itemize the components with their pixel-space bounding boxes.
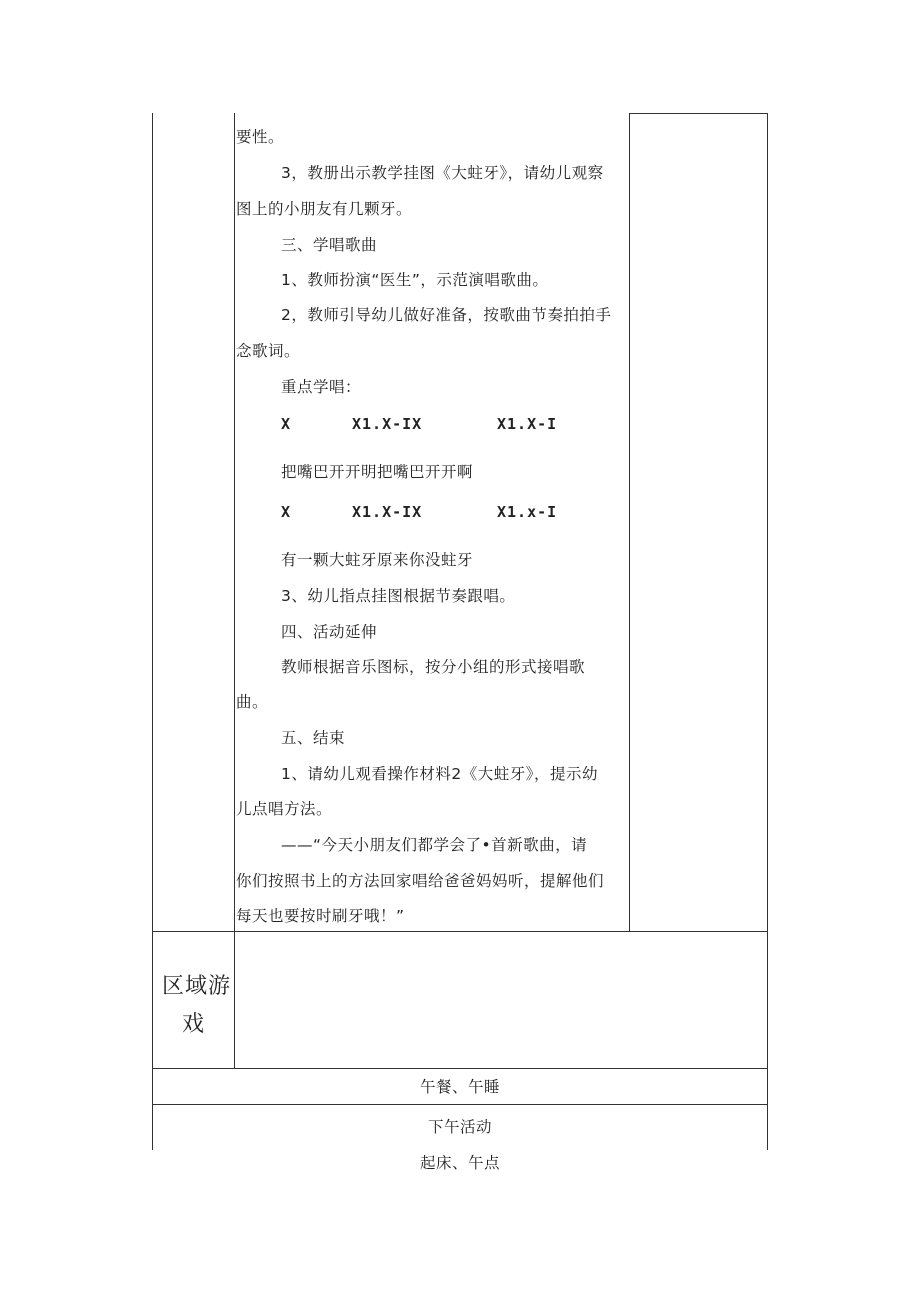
row-divider-afternoon <box>152 1104 768 1105</box>
section4-line1: 教师根据音乐图标，按分小组的形式接唱歌 <box>281 658 586 676</box>
rhythm2-note2: X1.X-IX <box>352 503 423 521</box>
section5-item1-line1: 1、请幼儿观看操作材料2《大蛀牙》，提示幼 <box>281 765 598 783</box>
section3-item2-line1: 2，教师引导幼儿做好准备，按歌曲节奏拍拍手 <box>281 306 612 324</box>
schedule-afternoon: 下午活动 <box>427 1118 492 1136</box>
table-right-border <box>767 113 768 1150</box>
step3-line1: 3，教册出示教学挂图《大蛀牙》，请幼儿观察 <box>281 164 604 182</box>
section5-item1-line2: 儿点唱方法。 <box>236 800 333 818</box>
table-left-border <box>152 113 153 1150</box>
row-divider-area-game <box>152 931 768 932</box>
step3-line2: 图上的小朋友有几颗牙。 <box>236 200 413 218</box>
section5-title: 五、结束 <box>281 729 346 747</box>
section3-item1: 1、教师扮演“医生”，示范演唱歌曲。 <box>281 271 549 289</box>
lyric-line2: 有一颗大蛀牙原来你没蛀牙 <box>281 551 474 569</box>
row-divider-lunch <box>152 1068 768 1069</box>
section4-line2: 曲。 <box>236 693 269 711</box>
rhythm1-note1: X <box>281 415 292 433</box>
section3-title: 三、学唱歌曲 <box>281 236 378 254</box>
rhythm1-note3: X1.X-I <box>497 415 558 433</box>
lyric-line1: 把嘴巴开开明把嘴巴开开啊 <box>281 463 474 481</box>
key-sing-label: 重点学唱： <box>281 378 362 396</box>
section3-item3: 3、幼儿指点挂图根据节奏跟唱。 <box>281 587 516 605</box>
paragraph-tail: 要性。 <box>236 128 285 146</box>
area-game-label-line1: 区域游 <box>162 974 232 999</box>
notes-column-top-border <box>629 113 768 114</box>
rhythm1-note2: X1.X-IX <box>352 415 423 433</box>
rhythm2-note1: X <box>281 503 292 521</box>
section5-quote-line3: 每天也要按时刷牙哦！” <box>236 907 405 925</box>
schedule-wakeup: 起床、午点 <box>419 1154 500 1172</box>
schedule-lunch: 午餐、午睡 <box>419 1078 500 1096</box>
area-game-label-line2: 戏 <box>182 1012 206 1037</box>
section5-quote-line1: ——“今天小朋友们都学会了•首新歌曲，请 <box>281 836 588 854</box>
rhythm2-note3: X1.x-I <box>497 503 558 521</box>
content-column-divider <box>234 113 235 1068</box>
section4-title: 四、活动延伸 <box>281 623 378 641</box>
notes-column-divider <box>629 113 630 931</box>
section3-item2-line2: 念歌词。 <box>236 342 301 360</box>
section5-quote-line2: 你们按照书上的方法回家唱给爸爸妈妈听，提解他们 <box>236 872 605 890</box>
